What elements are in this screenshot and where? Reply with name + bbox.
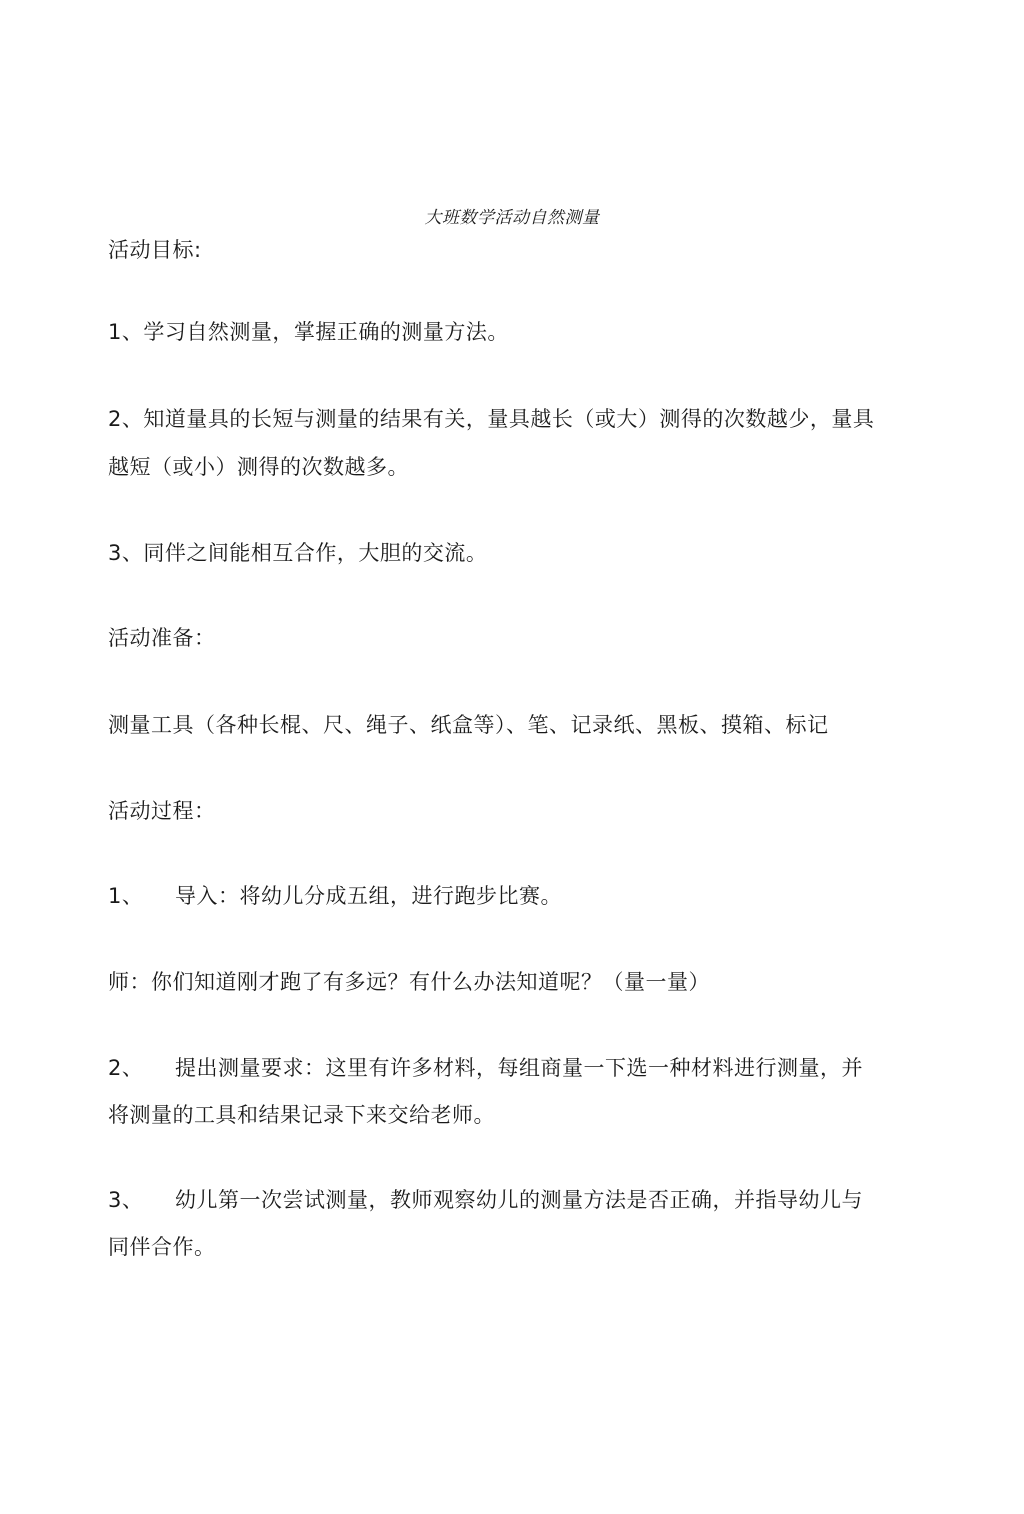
teacher-line: 师：你们知道刚才跑了有多远？有什么办法知道呢？（量一量）	[108, 970, 710, 994]
prep-text: 测量工具（各种长棍、尺、绳子、纸盒等）、笔、记录纸、黑板、摸箱、标记	[108, 713, 829, 737]
process-heading: 活动过程：	[108, 799, 216, 823]
step-item-1	[108, 882, 562, 910]
step-item-3-line-2: 同伴合作。	[108, 1235, 216, 1259]
document-title: 大班数学活动自然测量	[424, 208, 600, 228]
step-1-number: 1、	[108, 884, 144, 908]
goal-item-3: 3、同伴之间能相互合作，大胆的交流。	[108, 541, 488, 565]
prep-heading: 活动准备：	[108, 626, 216, 650]
goal-item-2-line-1: 2、知道量具的长短与测量的结果有关，量具越长（或大）测得的次数越少，量具	[108, 407, 875, 431]
step-item-3-line-1	[108, 1186, 863, 1214]
goal-item-2-line-2: 越短（或小）测得的次数越多。	[108, 455, 409, 479]
goals-heading: 活动目标:	[108, 238, 202, 262]
step-3-text-line-1: 幼儿第一次尝试测量，教师观察幼儿的测量方法是否正确，并指导幼儿与	[175, 1188, 863, 1212]
goal-item-1: 1、学习自然测量，掌握正确的测量方法。	[108, 320, 509, 344]
step-2-text-line-1: 提出测量要求：这里有许多材料，每组商量一下选一种材料进行测量，并	[175, 1056, 863, 1080]
step-2-number: 2、	[108, 1056, 144, 1080]
step-1-text: 导入：将幼儿分成五组，进行跑步比赛。	[175, 884, 562, 908]
step-3-number: 3、	[108, 1188, 144, 1212]
step-item-2-line-2: 将测量的工具和结果记录下来交给老师。	[108, 1103, 495, 1127]
step-item-2-line-1	[108, 1054, 863, 1082]
